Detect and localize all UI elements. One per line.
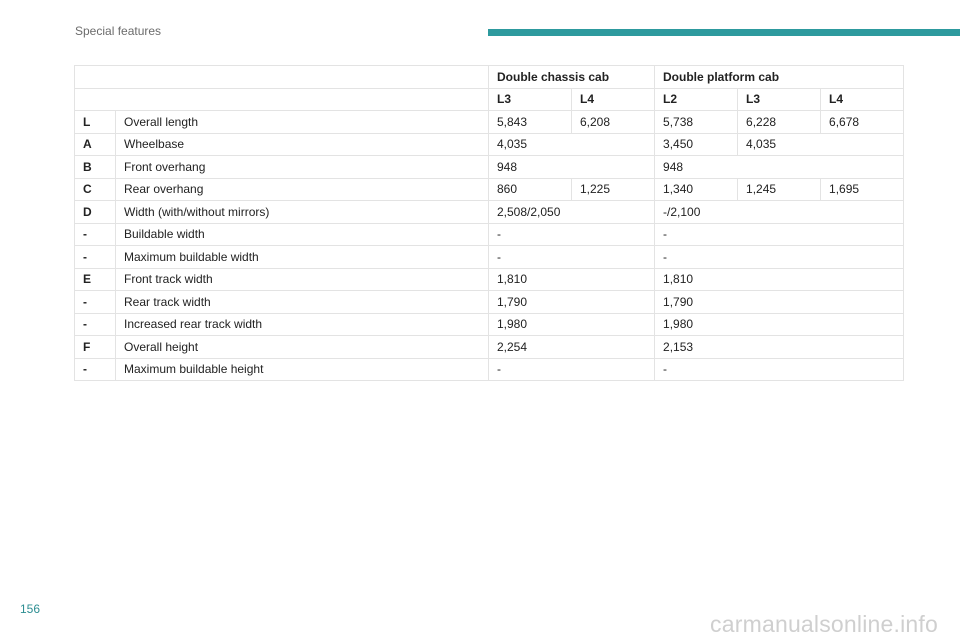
row-label: Front track width	[116, 268, 489, 291]
row-label: Buildable width	[116, 223, 489, 246]
row-code: D	[75, 201, 116, 224]
row-value: 1,340	[655, 178, 738, 201]
row-value: -	[655, 223, 904, 246]
row-value: -	[655, 358, 904, 381]
header-empty-cell	[75, 66, 489, 89]
subheader-empty-cell	[75, 88, 489, 111]
table-header-row	[75, 66, 904, 89]
row-value: 4,035	[489, 133, 655, 156]
table-row	[75, 111, 904, 134]
table-row	[75, 156, 904, 179]
row-value: 948	[655, 156, 904, 179]
table-row	[75, 336, 904, 359]
row-value: 5,738	[655, 111, 738, 134]
dimensions-table	[74, 65, 904, 381]
header-accent-bar	[488, 29, 960, 36]
row-code: -	[75, 291, 116, 314]
row-value: 6,208	[572, 111, 655, 134]
row-label: Overall height	[116, 336, 489, 359]
row-value: 4,035	[738, 133, 904, 156]
page-number: 156	[20, 602, 41, 616]
row-value: 1,225	[572, 178, 655, 201]
subheader-dp-l4: L4	[821, 88, 904, 111]
header-double-platform-cab: Double platform cab	[655, 66, 904, 89]
table-row	[75, 246, 904, 269]
row-value: 2,254	[489, 336, 655, 359]
row-label: Front overhang	[116, 156, 489, 179]
subheader-dp-l3: L3	[738, 88, 821, 111]
row-value: 948	[489, 156, 655, 179]
header-double-chassis-cab: Double chassis cab	[489, 66, 655, 89]
row-value: 2,153	[655, 336, 904, 359]
subheader-dp-l2: L2	[655, 88, 738, 111]
site-watermark: carmanualsonline.info	[710, 611, 938, 637]
row-code: B	[75, 156, 116, 179]
row-value: 1,790	[489, 291, 655, 314]
row-value: 1,790	[655, 291, 904, 314]
table-row	[75, 201, 904, 224]
table-row	[75, 291, 904, 314]
row-value: 1,980	[489, 313, 655, 336]
row-value: 1,245	[738, 178, 821, 201]
table-row	[75, 358, 904, 381]
subheader-dc-l3: L3	[489, 88, 572, 111]
row-label: Width (with/without mirrors)	[116, 201, 489, 224]
row-value: 1,810	[489, 268, 655, 291]
row-value: 2,508/2,050	[489, 201, 655, 224]
row-value: 6,228	[738, 111, 821, 134]
row-value: 860	[489, 178, 572, 201]
row-code: L	[75, 111, 116, 134]
row-value: 6,678	[821, 111, 904, 134]
table-row	[75, 133, 904, 156]
row-value: 1,695	[821, 178, 904, 201]
row-code: -	[75, 313, 116, 336]
row-value: 1,980	[655, 313, 904, 336]
row-label: Maximum buildable height	[116, 358, 489, 381]
row-value: -/2,100	[655, 201, 904, 224]
row-value: 5,843	[489, 111, 572, 134]
row-code: A	[75, 133, 116, 156]
row-code: F	[75, 336, 116, 359]
row-code: C	[75, 178, 116, 201]
row-code: E	[75, 268, 116, 291]
row-value: 3,450	[655, 133, 738, 156]
row-code: -	[75, 358, 116, 381]
row-value: 1,810	[655, 268, 904, 291]
row-value: -	[489, 358, 655, 381]
row-label: Wheelbase	[116, 133, 489, 156]
table-row	[75, 313, 904, 336]
table-subheader-row	[75, 88, 904, 111]
section-title: Special features	[75, 24, 162, 38]
table-row	[75, 268, 904, 291]
row-value: -	[655, 246, 904, 269]
table-row	[75, 223, 904, 246]
row-value: -	[489, 223, 655, 246]
row-value: -	[489, 246, 655, 269]
row-label: Maximum buildable width	[116, 246, 489, 269]
row-label: Rear track width	[116, 291, 489, 314]
row-code: -	[75, 223, 116, 246]
row-label: Overall length	[116, 111, 489, 134]
row-label: Increased rear track width	[116, 313, 489, 336]
table-row	[75, 178, 904, 201]
subheader-dc-l4: L4	[572, 88, 655, 111]
row-code: -	[75, 246, 116, 269]
row-label: Rear overhang	[116, 178, 489, 201]
